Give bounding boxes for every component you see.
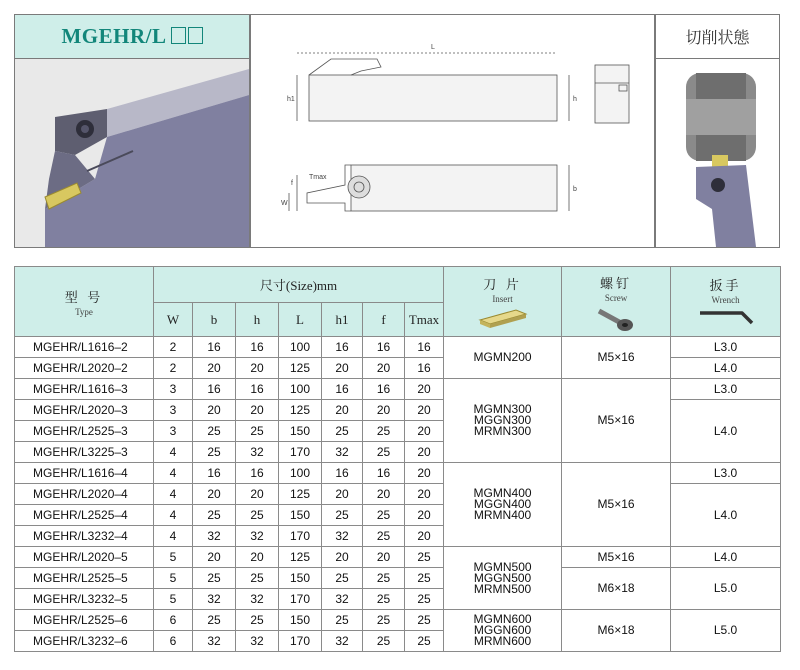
- size-cell-w: 4: [154, 463, 193, 484]
- size-cell-h1: 32: [322, 526, 363, 547]
- size-cell-h1: 25: [322, 505, 363, 526]
- type-cell: MGEHR/L2525–4: [15, 505, 154, 526]
- size-cell-l: 170: [279, 526, 322, 547]
- size-cell-b: 25: [193, 505, 236, 526]
- drawing-head-side: [309, 59, 381, 75]
- drawing-body-top: [351, 165, 557, 211]
- size-cell-tmax: 20: [405, 463, 444, 484]
- wrench-cell: L3.0: [671, 463, 781, 484]
- drawing-screw-circle: [348, 176, 370, 198]
- size-cell-tmax: 20: [405, 379, 444, 400]
- size-cell-tmax: 20: [405, 484, 444, 505]
- size-cell-w: 4: [154, 526, 193, 547]
- size-cell-h: 16: [236, 463, 279, 484]
- col-tmax: Tmax: [405, 303, 444, 337]
- size-cell-l: 170: [279, 442, 322, 463]
- size-cell-h: 32: [236, 589, 279, 610]
- size-cell-h1: 25: [322, 568, 363, 589]
- size-cell-b: 20: [193, 484, 236, 505]
- insert-cell: MGMN400 MGGN400 MRMN400: [444, 463, 562, 547]
- size-cell-w: 5: [154, 589, 193, 610]
- size-cell-l: 150: [279, 610, 322, 631]
- product-image-panel: [14, 14, 250, 248]
- size-cell-b: 20: [193, 547, 236, 568]
- specification-table: [14, 266, 781, 652]
- size-cell-tmax: 16: [405, 358, 444, 379]
- insert-cell: MGMN500 MGGN500 MRMN500: [444, 547, 562, 610]
- size-cell-h: 25: [236, 505, 279, 526]
- size-cell-h1: 20: [322, 400, 363, 421]
- size-cell-f: 25: [363, 610, 405, 631]
- size-cell-f: 25: [363, 526, 405, 547]
- size-cell-b: 16: [193, 463, 236, 484]
- size-cell-h: 32: [236, 631, 279, 652]
- size-cell-h: 25: [236, 610, 279, 631]
- dim-L-label: L: [431, 44, 435, 51]
- size-cell-b: 16: [193, 379, 236, 400]
- size-cell-l: 100: [279, 463, 322, 484]
- size-cell-l: 170: [279, 631, 322, 652]
- size-cell-tmax: 20: [405, 442, 444, 463]
- size-cell-l: 150: [279, 505, 322, 526]
- size-cell-w: 5: [154, 568, 193, 589]
- size-cell-f: 20: [363, 400, 405, 421]
- wrench-cell: L4.0: [671, 400, 781, 463]
- size-cell-w: 3: [154, 379, 193, 400]
- size-cell-w: 3: [154, 400, 193, 421]
- type-cell: MGEHR/L2020–4: [15, 484, 154, 505]
- insert-cell: MGMN300 MGGN300 MRMN300: [444, 379, 562, 463]
- insert-cell: MGMN600 MGGN600 MRMN600: [444, 610, 562, 652]
- dim-f-label: f: [291, 180, 293, 187]
- size-cell-l: 125: [279, 400, 322, 421]
- size-cell-w: 3: [154, 421, 193, 442]
- size-cell-f: 16: [363, 463, 405, 484]
- screw-cell: M6×18: [562, 568, 671, 610]
- col-h1: h1: [322, 303, 363, 337]
- type-cell: MGEHR/L2525–6: [15, 610, 154, 631]
- model-title: MGEHR/L: [15, 15, 249, 59]
- type-cell: MGEHR/L3232–5: [15, 589, 154, 610]
- type-cell: MGEHR/L1616–2: [15, 337, 154, 358]
- size-cell-b: 32: [193, 589, 236, 610]
- size-cell-b: 20: [193, 400, 236, 421]
- size-cell-b: 25: [193, 442, 236, 463]
- dimension-drawing-panel: [250, 14, 655, 248]
- type-cell: MGEHR/L2020–2: [15, 358, 154, 379]
- size-cell-h: 25: [236, 568, 279, 589]
- size-cell-w: 4: [154, 442, 193, 463]
- size-cell-b: 16: [193, 337, 236, 358]
- size-cell-f: 25: [363, 442, 405, 463]
- size-cell-w: 4: [154, 484, 193, 505]
- size-cell-l: 125: [279, 484, 322, 505]
- wrench-cell: L3.0: [671, 379, 781, 400]
- size-cell-h1: 32: [322, 631, 363, 652]
- size-cell-f: 20: [363, 547, 405, 568]
- size-cell-w: 5: [154, 547, 193, 568]
- type-cell: MGEHR/L3225–3: [15, 442, 154, 463]
- size-cell-tmax: 25: [405, 610, 444, 631]
- wrench-cell: L4.0: [671, 484, 781, 547]
- table-row: [15, 568, 781, 589]
- wrench-cell: L4.0: [671, 547, 781, 568]
- header-screw: 螺钉 Screw: [562, 267, 671, 337]
- cutting-state-illustration: [656, 59, 779, 247]
- size-cell-tmax: 20: [405, 421, 444, 442]
- wrench-cell: L4.0: [671, 358, 781, 379]
- header-wrench: 扳手 Wrench: [671, 267, 781, 337]
- col-b: b: [193, 303, 236, 337]
- size-cell-b: 32: [193, 526, 236, 547]
- size-cell-h: 20: [236, 358, 279, 379]
- size-cell-w: 6: [154, 631, 193, 652]
- screw-cell: M5×16: [562, 379, 671, 463]
- size-cell-h1: 32: [322, 442, 363, 463]
- size-cell-h: 20: [236, 547, 279, 568]
- col-f: f: [363, 303, 405, 337]
- size-cell-l: 170: [279, 589, 322, 610]
- size-cell-w: 6: [154, 610, 193, 631]
- type-cell: MGEHR/L1616–3: [15, 379, 154, 400]
- type-cell: MGEHR/L2525–3: [15, 421, 154, 442]
- drawing-body-side: [309, 75, 557, 121]
- size-cell-f: 25: [363, 568, 405, 589]
- size-cell-h: 16: [236, 337, 279, 358]
- size-cell-h1: 20: [322, 358, 363, 379]
- size-cell-h: 16: [236, 379, 279, 400]
- screw-icon: [591, 305, 641, 331]
- size-cell-tmax: 25: [405, 631, 444, 652]
- table-row: [15, 463, 781, 484]
- header-size: 尺寸(Size)mm: [154, 267, 444, 303]
- size-cell-h1: 32: [322, 589, 363, 610]
- table-row: [15, 379, 781, 400]
- size-cell-f: 25: [363, 631, 405, 652]
- size-cell-h1: 20: [322, 547, 363, 568]
- size-cell-h1: 16: [322, 337, 363, 358]
- dim-b-label: b: [573, 186, 577, 193]
- type-cell: MGEHR/L1616–4: [15, 463, 154, 484]
- size-cell-f: 25: [363, 421, 405, 442]
- size-cell-h1: 16: [322, 463, 363, 484]
- size-cell-tmax: 25: [405, 589, 444, 610]
- size-cell-h: 32: [236, 442, 279, 463]
- screw-cell: M6×18: [562, 610, 671, 652]
- type-cell: MGEHR/L2020–3: [15, 400, 154, 421]
- size-cell-tmax: 25: [405, 568, 444, 589]
- size-cell-f: 25: [363, 505, 405, 526]
- size-cell-tmax: 20: [405, 526, 444, 547]
- dim-h1-label: h1: [287, 96, 295, 103]
- table-row: [15, 547, 781, 568]
- col-h: h: [236, 303, 279, 337]
- size-cell-b: 25: [193, 610, 236, 631]
- title-placeholder-boxes: [169, 24, 203, 49]
- size-cell-h: 20: [236, 400, 279, 421]
- tool-holder-illustration: [15, 59, 249, 247]
- type-cell: MGEHR/L2020–5: [15, 547, 154, 568]
- insert-icon: [476, 306, 530, 330]
- size-cell-h1: 20: [322, 484, 363, 505]
- size-cell-tmax: 25: [405, 547, 444, 568]
- type-cell: MGEHR/L3232–6: [15, 631, 154, 652]
- size-cell-w: 2: [154, 337, 193, 358]
- size-cell-tmax: 16: [405, 337, 444, 358]
- insert-cell: MGMN200: [444, 337, 562, 379]
- wrench-cell: L3.0: [671, 337, 781, 358]
- size-cell-l: 125: [279, 358, 322, 379]
- wrench-icon: [696, 307, 756, 329]
- size-cell-w: 4: [154, 505, 193, 526]
- size-cell-tmax: 20: [405, 400, 444, 421]
- type-cell: MGEHR/L3232–4: [15, 526, 154, 547]
- size-cell-f: 25: [363, 589, 405, 610]
- size-cell-f: 20: [363, 358, 405, 379]
- size-cell-l: 150: [279, 568, 322, 589]
- drawing-end-view: [595, 65, 629, 123]
- screw-cell: M5×16: [562, 463, 671, 547]
- size-cell-b: 20: [193, 358, 236, 379]
- size-cell-h: 32: [236, 526, 279, 547]
- screw-cell: M5×16: [562, 337, 671, 379]
- holder-cutting: [696, 165, 756, 247]
- table-row: [15, 610, 781, 631]
- size-cell-l: 150: [279, 421, 322, 442]
- col-W: W: [154, 303, 193, 337]
- header-insert: 刀 片 Insert: [444, 267, 562, 337]
- size-cell-w: 2: [154, 358, 193, 379]
- dim-h-label: h: [573, 96, 577, 103]
- dim-tmax-label: Tmax: [309, 174, 327, 181]
- size-cell-h1: 25: [322, 610, 363, 631]
- size-cell-b: 32: [193, 631, 236, 652]
- screw-cell: M5×16: [562, 547, 671, 568]
- type-cell: MGEHR/L2525–5: [15, 568, 154, 589]
- size-cell-tmax: 20: [405, 505, 444, 526]
- cutting-state-panel: [655, 14, 780, 248]
- insert-cutting: [712, 155, 728, 167]
- size-cell-b: 25: [193, 568, 236, 589]
- header-type: 型 号 Type: [15, 267, 154, 337]
- size-cell-l: 125: [279, 547, 322, 568]
- col-L: L: [279, 303, 322, 337]
- table-row: [15, 337, 781, 358]
- size-cell-f: 20: [363, 484, 405, 505]
- wrench-cell: L5.0: [671, 610, 781, 652]
- size-cell-h: 20: [236, 484, 279, 505]
- size-cell-l: 100: [279, 337, 322, 358]
- size-cell-b: 25: [193, 421, 236, 442]
- size-cell-f: 16: [363, 379, 405, 400]
- cut-state-title: 切削状態: [656, 15, 779, 59]
- dim-W-label: W: [281, 200, 288, 207]
- size-cell-h1: 16: [322, 379, 363, 400]
- size-cell-h1: 25: [322, 421, 363, 442]
- size-cell-h: 25: [236, 421, 279, 442]
- wrench-cell: L5.0: [671, 568, 781, 610]
- size-cell-f: 16: [363, 337, 405, 358]
- size-cell-l: 100: [279, 379, 322, 400]
